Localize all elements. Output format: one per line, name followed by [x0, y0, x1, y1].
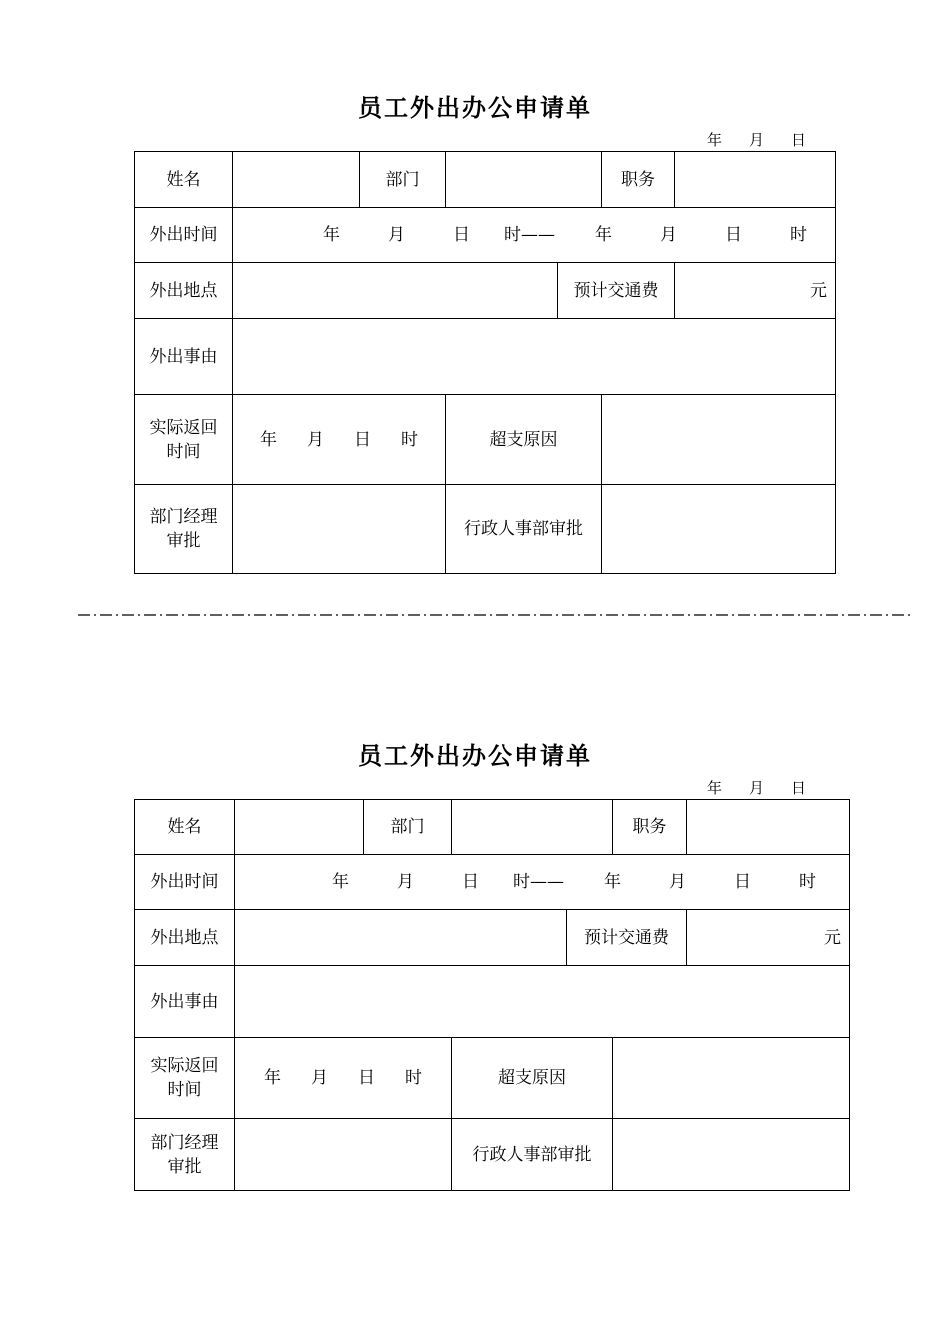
- manager-approval-label: 部门经理 审批: [135, 1119, 235, 1191]
- unit-hour: 时: [799, 872, 816, 892]
- out-place-label: 外出地点: [135, 910, 235, 966]
- row-basic-info: [135, 800, 850, 855]
- over-reason-label: 超支原因: [452, 1038, 613, 1119]
- unit-month: 月: [669, 872, 686, 892]
- hr-approval-label: 行政人事部审批: [452, 1119, 613, 1191]
- yuan-unit: 元: [810, 280, 827, 301]
- position-field[interactable]: [687, 800, 850, 855]
- row-out-time: [135, 208, 836, 263]
- unit-day: 日: [734, 872, 751, 892]
- unit-year: 年: [595, 225, 612, 245]
- position-label: 职务: [602, 152, 675, 208]
- out-time-label: 外出时间: [135, 208, 233, 263]
- name-field[interactable]: [233, 152, 360, 208]
- row-out-reason: [135, 966, 850, 1038]
- unit-day: 日: [453, 225, 470, 245]
- out-reason-label: 外出事由: [135, 319, 233, 395]
- transport-fee-label: 预计交通费: [567, 910, 687, 966]
- over-reason-field[interactable]: [602, 395, 836, 485]
- manager-approval-field[interactable]: [235, 1119, 452, 1191]
- manager-approval-label: 部门经理 审批: [135, 485, 233, 574]
- out-reason-field[interactable]: [235, 966, 850, 1038]
- unit-hour: 时: [513, 872, 530, 892]
- department-label: 部门: [364, 800, 452, 855]
- hr-approval-field[interactable]: [613, 1119, 850, 1191]
- out-time-field[interactable]: [235, 855, 850, 910]
- over-reason-label: 超支原因: [446, 395, 602, 485]
- date-month: 月: [749, 131, 765, 149]
- out-place-field[interactable]: [235, 910, 567, 966]
- transport-fee-field[interactable]: [675, 263, 836, 319]
- actual-return-field[interactable]: 年 月 日 时: [233, 395, 446, 485]
- name-label: 姓名: [135, 800, 235, 855]
- row-approval: [135, 1119, 850, 1191]
- row-out-place: [135, 263, 836, 319]
- unit-year: 年: [604, 872, 621, 892]
- date-month: 月: [749, 779, 765, 797]
- department-field[interactable]: [452, 800, 613, 855]
- hr-approval-field[interactable]: [602, 485, 836, 574]
- yuan-unit: 元: [824, 927, 841, 948]
- unit-hour: 时: [504, 225, 521, 245]
- row-out-place: [135, 910, 850, 966]
- department-field[interactable]: [446, 152, 602, 208]
- out-place-field[interactable]: [233, 263, 558, 319]
- range-dash: ——: [521, 225, 555, 245]
- form-date: [707, 777, 806, 798]
- row-out-reason: [135, 319, 836, 395]
- unit-day: 日: [462, 872, 479, 892]
- form-title: 员工外出办公申请单: [358, 93, 592, 122]
- unit-month: 月: [660, 225, 677, 245]
- application-table: [134, 799, 850, 1191]
- range-dash: ——: [530, 872, 564, 892]
- row-actual-return: [135, 395, 836, 485]
- date-day: 日: [791, 779, 807, 797]
- actual-return-label: 实际返回 时间: [135, 1038, 235, 1119]
- form-title: 员工外出办公申请单: [358, 741, 592, 770]
- row-basic-info: [135, 152, 836, 208]
- unit-year: 年: [332, 872, 349, 892]
- unit-hour: 时: [790, 225, 807, 245]
- name-label: 姓名: [135, 152, 233, 208]
- unit-month: 月: [388, 225, 405, 245]
- date-day: 日: [791, 131, 807, 149]
- unit-month: 月: [397, 872, 414, 892]
- date-year: 年: [707, 779, 723, 797]
- application-table: [134, 151, 836, 574]
- position-field[interactable]: [675, 152, 836, 208]
- out-time-label: 外出时间: [135, 855, 235, 910]
- out-time-field[interactable]: [233, 208, 836, 263]
- manager-approval-field[interactable]: [233, 485, 446, 574]
- row-actual-return: [135, 1038, 850, 1119]
- actual-return-field[interactable]: 年 月 日 时: [235, 1038, 452, 1119]
- date-year: 年: [707, 131, 723, 149]
- form-date: [707, 129, 806, 150]
- unit-year: 年: [323, 225, 340, 245]
- unit-day: 日: [725, 225, 742, 245]
- out-reason-field[interactable]: [233, 319, 836, 395]
- row-out-time: [135, 855, 850, 910]
- name-field[interactable]: [235, 800, 364, 855]
- actual-return-label: 实际返回 时间: [135, 395, 233, 485]
- cut-line: [78, 613, 914, 617]
- transport-fee-field[interactable]: [687, 910, 850, 966]
- out-reason-label: 外出事由: [135, 966, 235, 1038]
- hr-approval-label: 行政人事部审批: [446, 485, 602, 574]
- department-label: 部门: [360, 152, 446, 208]
- row-approval: [135, 485, 836, 574]
- out-place-label: 外出地点: [135, 263, 233, 319]
- transport-fee-label: 预计交通费: [558, 263, 675, 319]
- over-reason-field[interactable]: [613, 1038, 850, 1119]
- position-label: 职务: [613, 800, 687, 855]
